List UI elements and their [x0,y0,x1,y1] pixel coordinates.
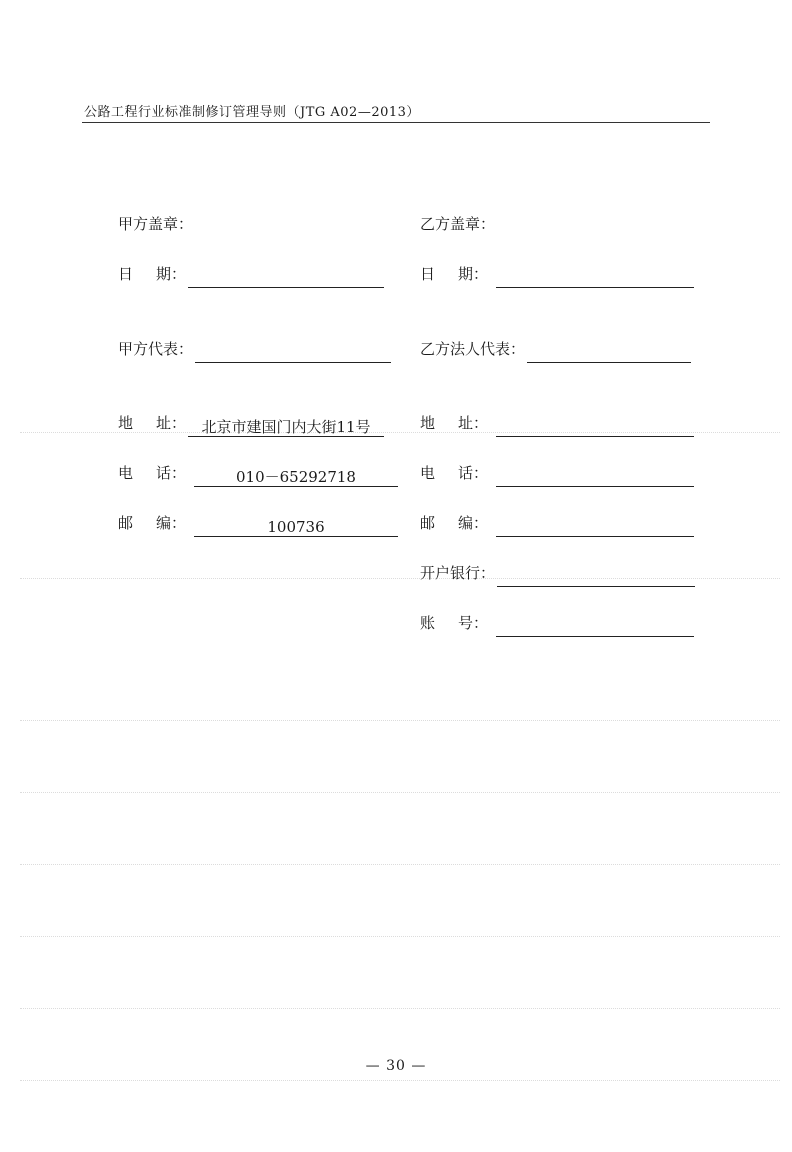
party-b-rep-field[interactable] [527,344,691,363]
running-header: 公路工程行业标准制修订管理导则（JTG A02—2013） [84,105,420,120]
background-rule [20,1008,780,1009]
page-number: — 30 — [365,1058,427,1074]
party-b-bank-field[interactable] [497,568,695,587]
party-b-seal-label: 乙方盖章： [420,215,496,233]
party-b-address-label: 地 址： [420,414,488,432]
party-b-bank [420,561,695,583]
party-a-postcode-label: 邮 编： [118,514,186,532]
background-rule [20,936,780,937]
party-a-address-value[interactable]: 北京市建国门内大街11号 [188,418,384,437]
party-b-phone [420,461,694,483]
party-b-postcode [420,511,694,533]
party-b-bank-label: 开户银行： [420,564,496,582]
party-a-phone-value[interactable]: 010－65292718 [194,468,398,487]
party-a-rep-field[interactable] [195,344,391,363]
party-b-phone-label: 电 话： [420,464,488,482]
party-b-phone-field[interactable] [496,468,694,487]
background-rule [20,1080,780,1081]
party-a-seal [118,212,193,234]
party-b-date [420,262,694,284]
party-a-phone [118,461,398,486]
party-b-rep-label: 乙方法人代表： [420,340,526,358]
party-b-date-field[interactable] [496,269,694,288]
background-rule [20,792,780,793]
party-a-date-field[interactable] [188,269,384,288]
party-b-seal [420,212,495,234]
party-a-postcode [118,511,398,536]
party-a-postcode-value[interactable]: 100736 [194,518,398,537]
party-b-account [420,611,694,633]
party-b-account-label: 账 号： [420,614,488,632]
header-rule [82,122,710,123]
party-a-date [118,262,384,284]
party-b-postcode-label: 邮 编： [420,514,488,532]
party-a-address [118,411,384,436]
party-a-rep-label: 甲方代表： [118,340,194,358]
party-b-account-field[interactable] [496,618,694,637]
party-a-address-label: 地 址： [118,414,186,432]
background-rule [20,864,780,865]
background-rule [20,720,780,721]
party-b-date-label: 日 期： [420,265,488,283]
party-b-address [420,411,694,433]
party-b-representative [420,337,691,359]
party-a-seal-label: 甲方盖章： [118,215,194,233]
party-a-date-label: 日 期： [118,265,186,283]
party-b-postcode-field[interactable] [496,518,694,537]
party-a-phone-label: 电 话： [118,464,186,482]
party-b-address-field[interactable] [496,418,694,437]
party-a-representative [118,337,391,359]
